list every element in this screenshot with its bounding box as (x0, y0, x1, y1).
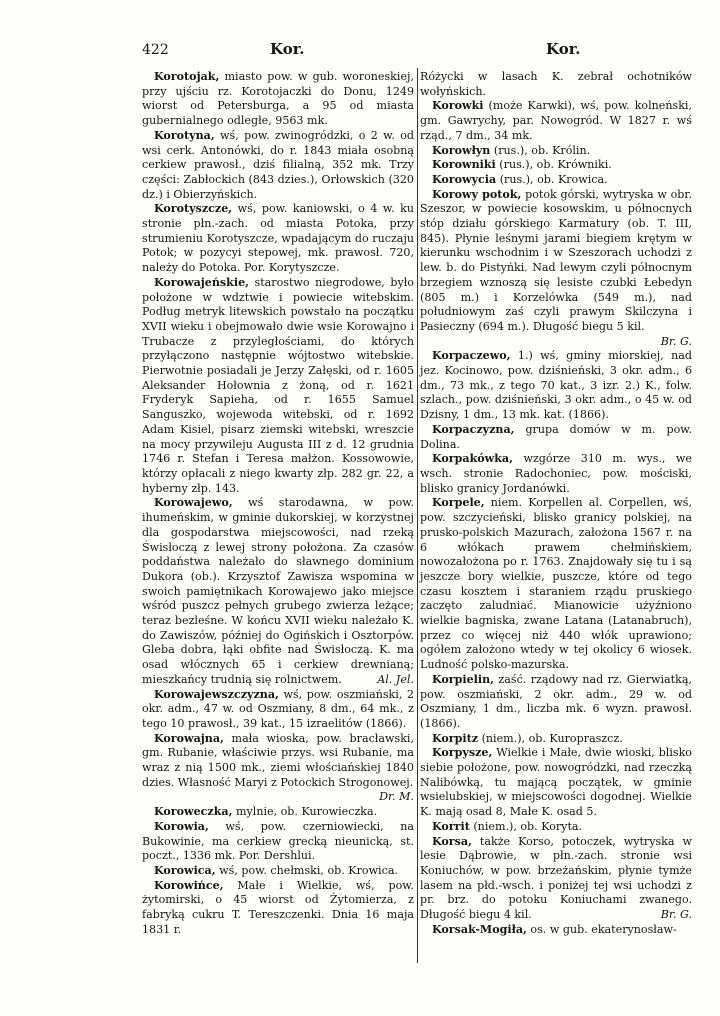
dictionary-entry (420, 158, 692, 173)
entry-text: potok górski, wytryska w obr. Szeszor, w powiecie kosowskim, u północnych stóp działu górskiego Karmatury (ob. T. III, 845). Płynie leśnymi jarami biegiem krętym w kierunku wschodnim i w Szeszorach uchodzi z lew. b. do Pistyńki. Nad lewym czyli północnym brzegiem wznoszą się lesiste czubki Łebedyn (805 m.) i Korzelówka (549 m.), nad południowym zaś czyli prawym Skilczyna i Pasieczny (694 m.). Długość biegu 5 kil. (420, 187, 692, 333)
dictionary-entry (142, 805, 414, 820)
entry-text: mylnie, ob. Kurowieczka. (232, 805, 378, 819)
dictionary-entry (420, 144, 692, 159)
entry-text: (niem.), ob. Kuropraszcz. (478, 731, 623, 745)
entry-text: (niem.), ob. Koryta. (469, 819, 583, 833)
running-headword-right: Kor. (546, 40, 581, 58)
dictionary-entry (420, 496, 692, 672)
entry-headword: Korpitz (432, 731, 479, 745)
entry-text: niem. Korpellen al. Corpellen, wś, pow. szczycieński, blisko granicy polskiej, na prusko-polskich Mazurach, założona 1567 r. na 6 włókach prawem chełmińskiem, nowozałożona po r. 1763. Znajdowały się tu i są jeszcze bory wielkie, puszcze, które od tego czasu kosztem i staraniem rządu pruskiego zaczęto zaludniać. Mianowicie użyźniono wielkie bagniska, zwane Latana (Latanabruch), przez co więcej niż 440 włók uprawiono; ogółem założono wtedy w tej okolicy 6 wiosek. Ludność polsko-mazurska. (420, 496, 692, 672)
entry-text: (rus.), ob. Krowica. (496, 172, 608, 186)
entry-headword: Korowajewszczyzna, (154, 687, 279, 701)
dictionary-entry (142, 864, 414, 879)
page-number: 422 (142, 42, 169, 58)
column-divider (417, 68, 418, 963)
dictionary-entry (420, 820, 692, 835)
dictionary-entry (142, 70, 414, 129)
dictionary-entry (420, 349, 692, 423)
dictionary-entry (420, 187, 692, 348)
entry-headword: Korowycia (432, 172, 497, 186)
entry-headword: Korotyszcze, (154, 202, 233, 216)
entry-text: zaść. rządowy nad rz. Gierwiatką, pow. oszmiański, 2 okr. adm., 29 w. od Oszmiany, 1 dm., liczba mk. 6 wyzn. prawosł. (1866). (420, 672, 692, 730)
entry-text: wś, pow. czerniowiecki, na Bukowinie, ma cerkiew grecką nieunicką, st. poczt., 1336 mk. Por. Dershlui. (142, 819, 414, 863)
page-header (0, 38, 720, 62)
entry-headword: Korpakówka, (432, 452, 513, 466)
entry-headword: Korsa, (432, 834, 472, 848)
entry-headword: Korrit (432, 819, 470, 833)
entry-text: wzgórze 310 m. wys., we wsch. stronie Radochoniec, pow. mościski, blisko granicy Jordanówki. (420, 452, 692, 495)
entry-headword: Korowajewo, (154, 496, 233, 510)
entry-headword: Korotyna, (154, 128, 215, 142)
entry-headword: Korpielin, (432, 672, 495, 686)
entry-text: mała wioska, pow. bracławski, gm. Rubanie, właściwie przys. wsi Rubanie, ma wraz z nią 1500 mk., ziemi włościańskiej 1840 dzies. Własność Maryi z Potockich Strogonowej. (142, 731, 414, 789)
dictionary-entry (142, 496, 414, 687)
dictionary-entry (420, 923, 692, 938)
left-column (142, 70, 414, 937)
entry-headword: Korowajna, (154, 731, 224, 745)
dictionary-entry (142, 129, 414, 203)
dictionary-entry (420, 732, 692, 747)
entry-text: grupa domów w m. pow. Dolina. (420, 422, 692, 451)
entry-headword: Korowia, (154, 819, 209, 833)
entry-headword: Korowajeńskie, (154, 275, 249, 289)
entry-text: także Korso, potoczek, wytryska w lesie Dąbrowie, w płn.-zach. stronie wsi Koniuchów, w pow. brzeżańskim, płynie tymże lasem na płd.-wsch. i poniżej tej wsi uchodzi z pr. brz. do potoku Koniuchami zwanego. Długość biegu 4 kil. (420, 834, 692, 922)
entry-text: (rus.), ob. Królin. (490, 143, 591, 157)
entry-signature: Dr. M. (379, 790, 414, 804)
entry-headword: Korowica, (154, 863, 216, 877)
entry-headword: Korpaczyzna, (432, 422, 515, 436)
entry-text: wś starodawna, w pow. ihumeńskim, w gminie dukorskiej, w korzystnej dla gospodarstwa miejscowości, nad rzeką Świsłoczą z lewej strony położona. Za czasów poddaństwa należało do sławnego dominium Dukora (ob.). Krzysztof Zawisza wspomina w swoich pamiętnikach Korowajewo jako miejsce wśród puszcz pełnych grubego zwierza leżące; teraz bezleśne. W końcu XVII wieku należało K. do Zawiszów, później do Ogińskich i Osztorpów. Gleba dobra, łąki obfite nad Świsłoczą. K. ma osad włócznych 65 i cerkiew drewnianą; mieszkańcy trudnią się rolnictwem. (142, 496, 414, 686)
dictionary-entry (420, 835, 692, 923)
entry-signature: Br. G. (660, 334, 692, 348)
entry-text: Wielkie i Małe, dwie wioski, blisko siebie położone, pow. nowogródzki, nad rzeczką Nalibówką, tu mającą początek, w gminie wsielubskiej, w miejscowości dogodnej. Wielkie K. mają osad 8, Małe K. osad 5. (420, 746, 692, 819)
entry-headword: Korotojak, (154, 70, 220, 83)
entry-text: Różycki w lasach K. zebrał ochotników wołyńskich. (420, 70, 692, 98)
dictionary-entry (142, 731, 414, 804)
right-column (420, 70, 692, 937)
dictionary-entry (142, 276, 414, 497)
dictionary-entry (420, 70, 692, 99)
entry-headword: Korowniki (432, 158, 496, 172)
entry-text: wś, pow. chełmski, ob. Krowica. (215, 863, 398, 877)
entry-text: starostwo niegrodowe, było położone w wdztwie i powiecie witebskim. Podług metryk litewskich powstało na początku XVII wieku i obejmowało dwie wsie Korowajno i Trubacze z przyległościami, do których przyłączono następnie wójtostwo witebskie. Pierwotnie posiadali je Jerzy Załęski, od r. 1605 Aleksander Hołownia z żoną, od r. 1621 Fryderyk Sapieha, od r. 1655 Samuel Sanguszko, wojewoda witebski, od r. 1692 Adam Kisiel, pisarz ziemski witebski, wreszcie na mocy przywileju Augusta III z d. 12 grudnia 1746 r. Stefan i Teresa małżon. Kossowowie, którzy opłacali z niego kwarty złp. 282 gr. 22, a hyberny złp. 143. (142, 275, 414, 495)
entry-headword: Korpele, (432, 496, 485, 510)
entry-text: 1.) wś, gminy miorskiej, nad jez. Kocinowo, pow. dziśnieński, 3 okr. adm., 6 dm., 73 mk., z tego 70 kat., 3 izr. 2.) K., folw. szlach., pow. dziśnieński, 3 okr. adm., o 45 w. od Dzisny, 1 dm., 13 mk. kat. (1866). (420, 349, 692, 422)
entry-text: os. w gub. ekaterynosław- (526, 922, 677, 936)
entry-signature: Br. G. (660, 908, 692, 922)
entry-text: wś, pow. zwinogródzki, o 2 w. od wsi cerk. Antonówki, do r. 1843 miała osobną cerkiew prawosł., dziś filialną, 352 mk. Trzy części: Zabłockich (843 dzies.), Orłowskich (320 dz.) i Obierzyńskich. (142, 128, 414, 201)
dictionary-entry (420, 99, 692, 143)
entry-text: (rus.), ob. Krówniki. (495, 158, 612, 172)
running-headword-left: Kor. (270, 40, 305, 58)
entry-text: wś, pow. kaniowski, o 4 w. ku stronie płn.-zach. od miasta Potoka, przy strumieniu Korotyszcze, wpadającym do ruczaju Potok; w pozycyi stepowej, mk. prawosł. 720, należy do Potoka. Por. Korytyszcze. (142, 202, 414, 275)
dictionary-entry (142, 820, 414, 864)
entry-headword: Korowińce, (154, 878, 224, 892)
dictionary-entry (420, 423, 692, 452)
entry-headword: Korowy potok, (432, 187, 522, 201)
entry-text: miasto pow. w gub. woroneskiej, przy ujściu rz. Korotojaczki do Donu, 1249 wiorst od Petersburga, a 95 od miasta gubernialnego odległe, 9563 mk. (142, 70, 414, 128)
dictionary-entry (420, 452, 692, 496)
entry-text: wś, pow. oszmiański, 2 okr. adm., 47 w. od Oszmiany, 8 dm., 64 mk., z tego 10 prawosł., 39 kat., 15 izraelitów (1866). (142, 687, 414, 730)
entry-text: Małe i Wielkie, wś, pow. żytomirski, o 45 wiorst od Żytomierza, z fabryką cukru T. Tereszczenki. Dnia 16 maja 1831 r. (142, 878, 414, 936)
dictionary-entry (142, 879, 414, 938)
dictionary-entry (420, 673, 692, 732)
entry-headword: Korowłyn (432, 143, 491, 157)
dictionary-entry (420, 746, 692, 820)
dictionary-entry (142, 202, 414, 276)
entry-headword: Korowki (432, 99, 484, 113)
entry-headword: Korpaczewo, (432, 349, 511, 363)
entry-text: (może Karwki), wś, pow. kolneński, gm. Gawrychy, par. Nowogród. W 1827 r. wś rząd., 7 dm., 34 mk. (420, 99, 692, 142)
dictionary-entry (142, 688, 414, 732)
entry-headword: Koroweczka, (154, 805, 233, 819)
entry-headword: Korpysze, (432, 746, 493, 760)
entry-signature: Al. Jel. (377, 672, 414, 686)
entry-headword: Korsak-Mogiła, (432, 922, 527, 936)
dictionary-entry (420, 173, 692, 188)
